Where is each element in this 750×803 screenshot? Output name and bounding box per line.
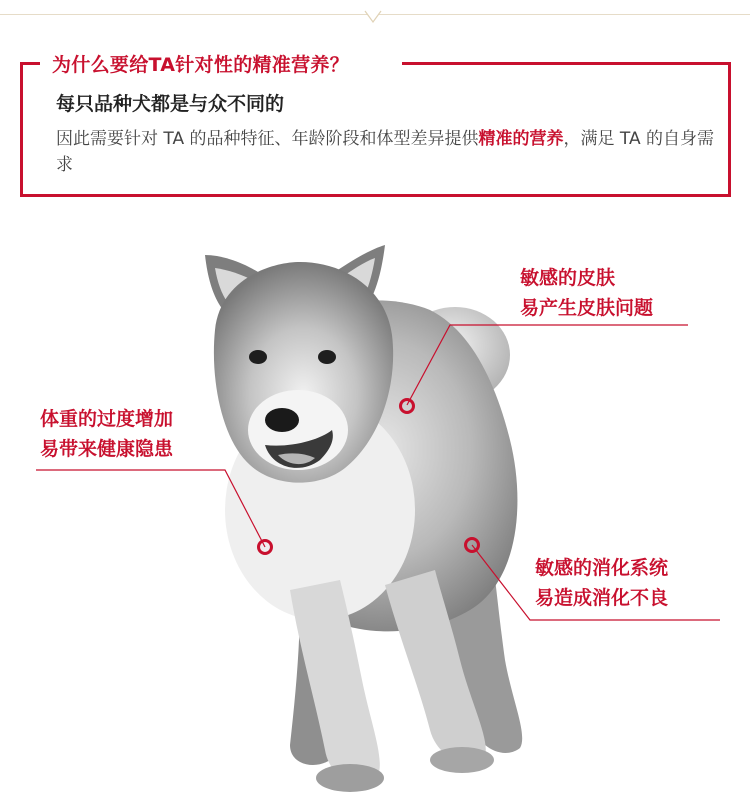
ring-marker-icon <box>398 397 416 415</box>
callout-skin-line2: 易产生皮肤问题 <box>520 297 654 319</box>
intro-headline: 为什么要给TA针对性的精准营养？ <box>52 54 349 76</box>
callout-weight <box>40 404 173 464</box>
intro-subhead: 每只品种犬都是与众不同的 <box>56 93 285 115</box>
ring-marker-icon <box>463 536 481 554</box>
intro-body-end: ，满足 TA 的自身需求 <box>56 129 715 175</box>
callout-skin-line1: 敏感的皮肤 <box>520 267 616 289</box>
callout-digest <box>535 553 668 613</box>
ring-marker-icon <box>256 538 274 556</box>
callout-skin <box>520 263 653 323</box>
intro-body-start: 因此需要针对 TA 的品种特征、年龄阶段和体型差异提供 <box>56 129 479 149</box>
intro-body-highlight: 精准的营养 <box>478 129 564 149</box>
callout-weight-line1: 体重的过度增加 <box>40 408 174 430</box>
callout-digest-line1: 敏感的消化系统 <box>535 557 669 579</box>
callout-digest-line2: 易造成消化不良 <box>535 587 669 609</box>
callout-weight-line2: 易带来健康隐患 <box>40 438 174 460</box>
